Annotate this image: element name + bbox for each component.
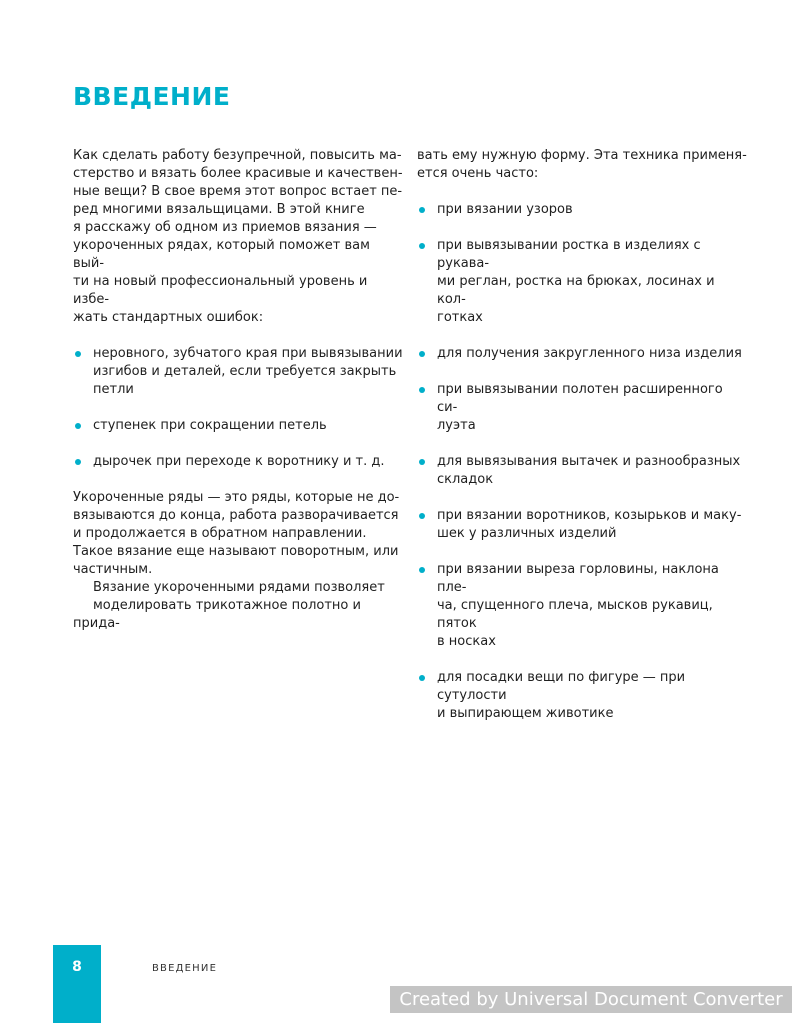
bullet-dot-icon: [419, 351, 425, 357]
list-item-line: при вязании выреза горловины, наклона пле-: [437, 562, 719, 595]
list-item-line: ча, спущенного плеча, мысков рукавиц, пяток: [437, 598, 713, 631]
list-item-line: луэта: [437, 418, 476, 433]
list-item-line: неровного, зубчатого края при вывязывании: [93, 346, 403, 361]
list-item-line: при вывязывании ростка в изделиях с рукава-: [437, 238, 701, 271]
list-item-line: при вязании узоров: [437, 202, 573, 217]
list-item-line: готках: [437, 310, 483, 325]
running-footer-section: ВВЕДЕНИЕ: [152, 963, 218, 974]
continuation-paragraph: [417, 147, 747, 183]
text-line: и продолжается в обратном направлении.: [73, 526, 367, 541]
bullet-dot-icon: [75, 423, 81, 429]
right-column: [417, 147, 747, 723]
list-item: [417, 237, 747, 327]
text-line: жать стандартных ошибок:: [73, 310, 264, 325]
list-item: [417, 345, 747, 363]
list-item-line: для получения закругленного низа изделия: [437, 346, 742, 361]
left-column: [73, 147, 403, 633]
bullet-dot-icon: [75, 459, 81, 465]
page-number: 8: [72, 959, 82, 975]
list-item: [73, 453, 403, 471]
bullet-dot-icon: [419, 243, 425, 249]
list-item-line: для вывязывания вытачек и разнообразных: [437, 454, 741, 469]
definition-paragraph: [73, 489, 403, 579]
text-line: Укороченные ряды — это ряды, которые не до-: [73, 490, 400, 505]
list-item-line: изгибов и деталей, если требуется закрыть: [93, 364, 397, 379]
list-item-line: при вязании воротников, козырьков и маку-: [437, 508, 742, 523]
list-item-line: ми реглан, ростка на брюках, лосинах и кол-: [437, 274, 715, 307]
list-item: [73, 345, 403, 399]
text-line: Вязание укороченными рядами позволяет: [93, 580, 385, 595]
list-item: [417, 507, 747, 543]
text-line: стерство и вязать более красивые и качествен-: [73, 166, 403, 181]
bullet-dot-icon: [419, 459, 425, 465]
list-item: [417, 381, 747, 435]
uses-list: [417, 201, 747, 723]
list-item-line: шек у различных изделий: [437, 526, 617, 541]
bullet-dot-icon: [419, 513, 425, 519]
list-item: [417, 669, 747, 723]
text-line: Такое вязание еще называют поворотным, или: [73, 544, 399, 559]
list-item-line: для посадки вещи по фигуре — при сутулости: [437, 670, 686, 703]
text-line: моделировать трикотажное полотно и прида-: [73, 598, 361, 631]
list-item: [417, 561, 747, 651]
text-line: вязываются до конца, работа разворачивается: [73, 508, 399, 523]
list-item: [417, 201, 747, 219]
converter-watermark: Created by Universal Document Converter: [390, 986, 792, 1013]
text-line: частичным.: [73, 562, 153, 577]
text-line: ти на новый профессиональный уровень и избе-: [73, 274, 368, 307]
text-line: ные вещи? В свое время этот вопрос встает пе-: [73, 184, 403, 199]
bullet-dot-icon: [75, 351, 81, 357]
list-item-line: ступенек при сокращении петель: [93, 418, 327, 433]
text-line: вать ему нужную форму. Эта техника применя-: [417, 148, 747, 163]
list-item-line: петли: [93, 382, 134, 397]
bullet-dot-icon: [419, 387, 425, 393]
bullet-dot-icon: [419, 675, 425, 681]
text-line: ется очень часто:: [417, 166, 539, 181]
text-line: я расскажу об одном из приемов вязания —: [73, 220, 377, 235]
page-title: ВВЕДЕНИЕ: [73, 82, 231, 111]
text-line: укороченных рядах, который поможет вам вый-: [73, 238, 370, 271]
bullet-dot-icon: [419, 567, 425, 573]
modeling-paragraph: [73, 579, 403, 633]
errors-list: [73, 345, 403, 471]
list-item-line: в носках: [437, 634, 496, 649]
list-item-line: и выпирающем животике: [437, 706, 614, 721]
page-number-box: [53, 945, 101, 1023]
list-item-line: складок: [437, 472, 494, 487]
bullet-dot-icon: [419, 207, 425, 213]
text-line: Как сделать работу безупречной, повысить ма-: [73, 148, 402, 163]
intro-paragraph: [73, 147, 403, 327]
list-item: [417, 453, 747, 489]
list-item-line: при вывязывании полотен расширенного си-: [437, 382, 723, 415]
list-item: [73, 417, 403, 435]
text-line: ред многими вязальщицами. В этой книге: [73, 202, 365, 217]
list-item-line: дырочек при переходе к воротнику и т. д.: [93, 454, 385, 469]
